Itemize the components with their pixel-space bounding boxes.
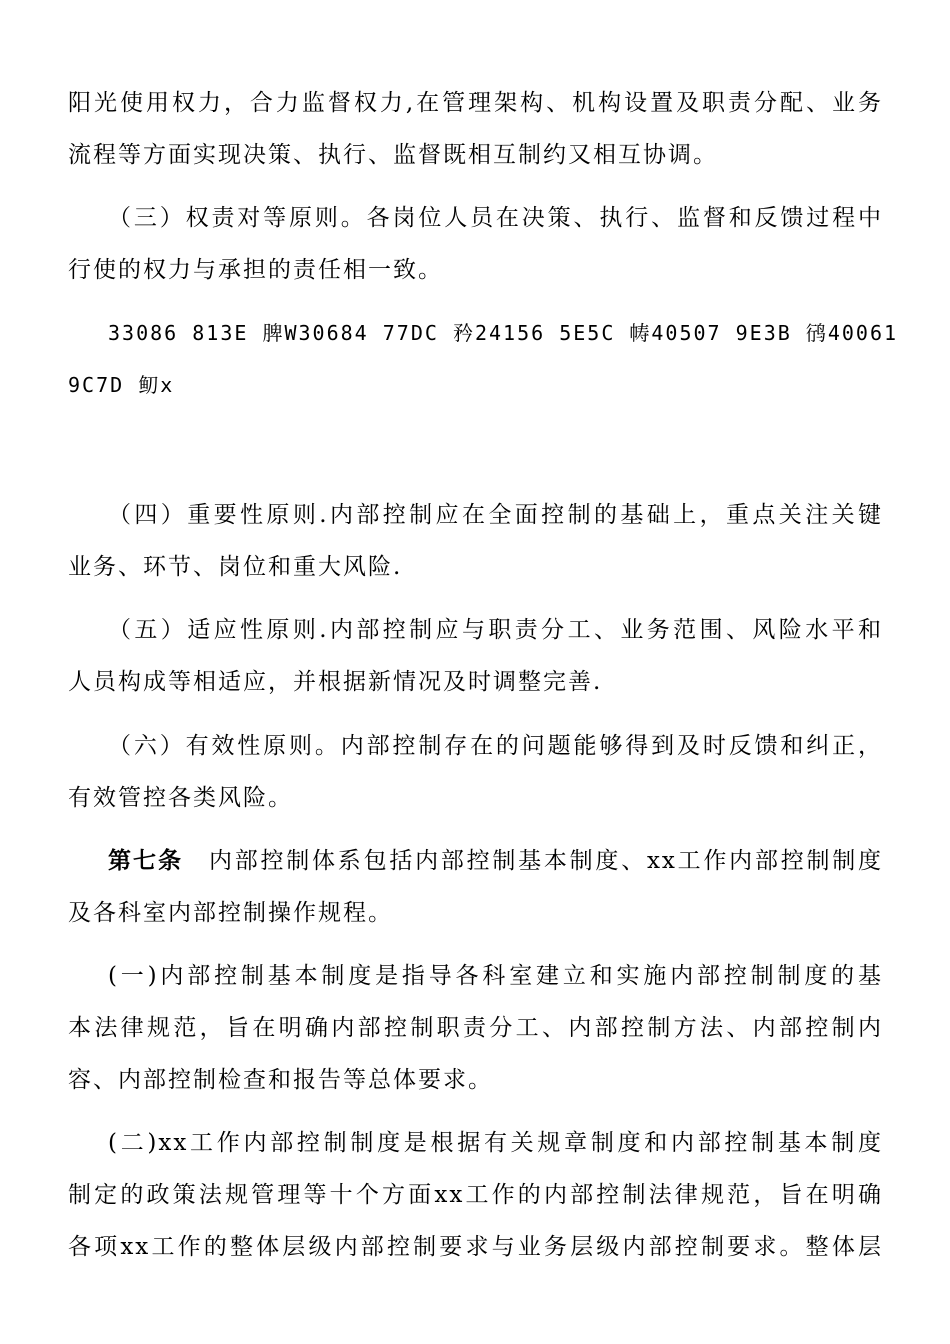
- p2-line2: 行使的权力与承担的责任相一致。: [68, 257, 443, 283]
- p1-line1: 阳光使用权力，合力监督权力,在管理架构、机构设置及职责分配、业务: [68, 90, 883, 116]
- p7-line1: 内部控制体系包括内部控制基本制度、xx工作内部控制制度: [209, 848, 883, 874]
- p3-line1: 33086 813E 脾W30684 77DC 矜24156 5E5C 帱40507 9E3B 鸻40061: [108, 321, 899, 345]
- p1-line2: 流程等方面实现决策、执行、监督既相互制约又相互协调。: [68, 142, 718, 168]
- p4-line1: （四）重要性原则.内部控制应在全面控制的基础上，重点关注关键: [108, 502, 883, 528]
- p4-line2: 业务、环节、岗位和重大风险.: [68, 554, 403, 580]
- p2-line1: （三）权责对等原则。各岗位人员在决策、执行、监督和反馈过程中: [108, 205, 883, 231]
- p7-line1-row: [108, 846, 883, 876]
- p5-line1: （五）适应性原则.内部控制应与职责分工、业务范围、风险水平和: [108, 617, 883, 643]
- p5-line2: 人员构成等相适应，并根据新情况及时调整完善.: [68, 669, 603, 695]
- p8-line2: 本法律规范，旨在明确内部控制职责分工、内部控制方法、内部控制内: [68, 1015, 883, 1041]
- p8-line1: (一)内部控制基本制度是指导各科室建立和实施内部控制制度的基: [108, 963, 883, 989]
- p3-line2: 9C7D 鱽x: [68, 373, 175, 397]
- p6-line1: （六）有效性原则。内部控制存在的问题能够得到及时反馈和纠正，: [108, 733, 883, 759]
- p6-line2: 有效管控各类风险。: [68, 785, 293, 811]
- p7-line2: 及各科室内部控制操作规程。: [68, 900, 393, 926]
- p9-line3: 各项xx工作的整体层级内部控制要求与业务层级内部控制要求。整体层: [68, 1234, 883, 1260]
- p8-line3: 容、内部控制检查和报告等总体要求。: [68, 1067, 493, 1093]
- article-heading: 第七条: [108, 847, 183, 874]
- p9-line2: 制定的政策法规管理等十个方面xx工作的内部控制法律规范，旨在明确: [68, 1182, 883, 1208]
- p9-line1: (二)xx工作内部控制制度是根据有关规章制度和内部控制基本制度: [108, 1130, 883, 1156]
